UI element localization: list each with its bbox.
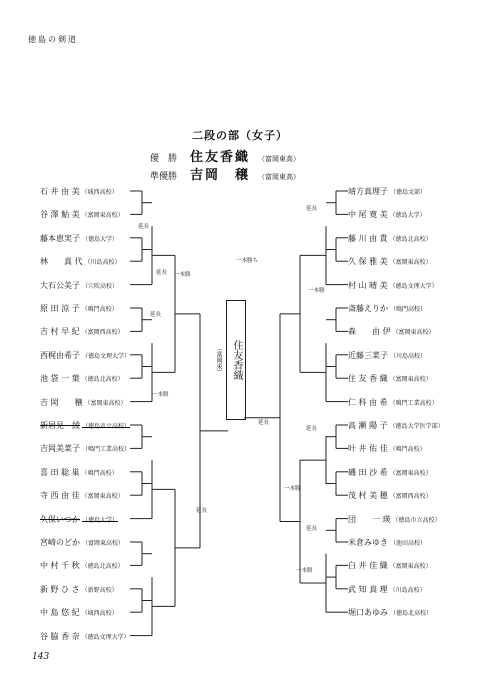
note-one-win: 一本勝 bbox=[152, 392, 169, 398]
player-school: （富岡東高校） bbox=[81, 493, 124, 501]
player-school: （富岡東高校） bbox=[389, 563, 432, 571]
player-school: （徳島大学） bbox=[82, 516, 119, 524]
player-school: （穴吹高校） bbox=[82, 282, 119, 290]
player-name: 堀口あゆみ bbox=[348, 608, 388, 618]
player-name: 茂 村 美 穂 bbox=[348, 491, 388, 501]
player-school: （徳島大学医学部） bbox=[389, 423, 444, 430]
award-school: （富岡東高） bbox=[258, 173, 301, 181]
player-school: （徳島大学） bbox=[389, 212, 426, 220]
player-name: 久保いつか bbox=[40, 514, 80, 524]
player-school: （鳴門工業高校） bbox=[82, 446, 131, 454]
player-school: （徳島文理大学） bbox=[82, 352, 131, 360]
player-name: 武 知 真 理 bbox=[348, 584, 388, 594]
note-extension: 延長 bbox=[138, 224, 150, 230]
player-school: （徳島大学） bbox=[82, 235, 119, 243]
player-name: 中 村 千 秋 bbox=[40, 561, 80, 571]
award-name: 住友香織 bbox=[190, 150, 251, 165]
player-school: （徳島北高校） bbox=[389, 235, 432, 243]
award-name: 吉岡 穣 bbox=[190, 168, 251, 183]
player-school: （徳島北高校） bbox=[81, 563, 124, 571]
note-extension: 延長 bbox=[150, 312, 162, 318]
player-school: （川島高校） bbox=[389, 586, 426, 594]
player-name: 森 由 伊 bbox=[348, 327, 391, 337]
player-school: （富岡東高校） bbox=[392, 329, 435, 337]
player-name: 靖方真理子 bbox=[348, 187, 388, 196]
player-school: （富岡東高校） bbox=[84, 399, 127, 407]
player-name: 西梶由希子 bbox=[40, 350, 80, 360]
champion-name: 住友香織 bbox=[231, 340, 242, 380]
player-name: 新 野 ひ さ bbox=[40, 584, 80, 594]
player-name: 谷 脇 香 奈 bbox=[40, 631, 80, 641]
player-name: 寺 西 由 佳 bbox=[40, 491, 80, 501]
player-school: （富岡東高校） bbox=[81, 212, 124, 220]
player-name: 林 真 代 bbox=[40, 257, 83, 267]
player-school: （鳴門高校） bbox=[389, 446, 426, 454]
player-name: 叶 井 佑 佳 bbox=[348, 444, 388, 454]
player-name: 中 島 悠 紀 bbox=[40, 608, 80, 618]
player-school: （新野高校） bbox=[81, 586, 118, 594]
note-one-win: 一本勝 bbox=[174, 272, 191, 278]
player-school: （城西高校） bbox=[81, 189, 118, 196]
player-name: 大石公美子 bbox=[40, 280, 80, 290]
player-name: 谷 澤 鮎 美 bbox=[40, 210, 80, 220]
player-school: （富岡東高校） bbox=[389, 259, 432, 267]
player-name: 高 瀬 陽 子 bbox=[348, 421, 388, 430]
player-name: 吉 岡 穣 bbox=[40, 397, 83, 407]
player-school: （川島高校） bbox=[390, 352, 427, 360]
champion-school: （富岡東） bbox=[215, 345, 222, 375]
note-one-win: 一本勝 bbox=[296, 568, 313, 574]
player-name: 宮崎のどか bbox=[40, 538, 80, 547]
note-one-win: 一本勝ち bbox=[236, 258, 259, 264]
note-extension: 延長 bbox=[196, 508, 208, 514]
award-label: 準優勝 bbox=[150, 172, 178, 182]
award-label: 優 勝 bbox=[150, 154, 178, 164]
player-name: 近藤三菜子 bbox=[348, 350, 388, 360]
player-name: 吉 村 早 紀 bbox=[40, 327, 80, 337]
player-school: （富岡東高校） bbox=[389, 376, 432, 384]
section-title: 二段の部（女子） bbox=[192, 129, 288, 142]
player-school: （徳島市立高校） bbox=[392, 516, 441, 524]
player-school: （鳴門高校） bbox=[81, 469, 118, 477]
note-extension: 延長 bbox=[306, 526, 318, 532]
player-school: （徳島文理大学） bbox=[389, 282, 438, 290]
player-school: （池田高校） bbox=[390, 540, 427, 547]
note-extension: 延長 bbox=[306, 426, 318, 432]
note-extension: 延長 bbox=[258, 420, 270, 426]
player-school: （富岡東高校） bbox=[82, 540, 125, 547]
player-name: 藤 川 由 貴 bbox=[348, 233, 388, 243]
player-name: 住 友 香 織 bbox=[348, 374, 388, 384]
note-one-win: 一本勝 bbox=[308, 288, 325, 294]
player-name: 米倉みゆき bbox=[348, 538, 388, 547]
player-name: 新居見 綾 bbox=[40, 421, 80, 430]
player-school: （川島高校） bbox=[84, 259, 121, 267]
player-school: （徳島北高校） bbox=[390, 610, 433, 618]
note-one-win: 一本勝 bbox=[284, 486, 301, 492]
player-name: 吉岡美菜子 bbox=[40, 444, 80, 454]
award-school: （富岡東高） bbox=[258, 155, 301, 163]
page-number: 143 bbox=[32, 652, 50, 662]
player-name: 原 田 涼 子 bbox=[40, 304, 80, 313]
player-name: 村 山 晴 美 bbox=[348, 280, 388, 290]
player-name: 久 保 雅 美 bbox=[348, 257, 388, 267]
player-name: 団 一 瑛 bbox=[348, 514, 391, 524]
note-extension: 延長 bbox=[306, 206, 318, 212]
player-school: （徳島文部） bbox=[390, 189, 427, 196]
champion-box bbox=[215, 300, 246, 420]
player-name: 中 尾 寛 美 bbox=[348, 210, 388, 220]
player-school: （富岡西高校） bbox=[389, 493, 432, 501]
player-name: 磯 田 沙 希 bbox=[348, 467, 388, 477]
player-name: 斎藤えりか bbox=[348, 304, 388, 313]
player-name: 藤本恵実子 bbox=[40, 233, 80, 243]
player-school: （徳島市立高校） bbox=[82, 423, 131, 430]
player-name: 池 袋 一 葉 bbox=[40, 374, 80, 384]
player-name: 石 井 由 美 bbox=[40, 187, 80, 196]
note-extension: 延長 bbox=[156, 270, 168, 276]
player-school: （富岡西高校） bbox=[81, 329, 124, 337]
player-school: （城西高校） bbox=[81, 610, 118, 618]
player-school: （鳴門工業高校） bbox=[389, 399, 438, 407]
player-name: 喜 田 聡 巣 bbox=[40, 467, 80, 477]
player-school: （徳島北高校） bbox=[81, 376, 124, 384]
player-school: （鳴門高校） bbox=[81, 306, 118, 313]
player-school: （鳴門高校） bbox=[390, 306, 427, 313]
player-name: 仁 科 由 希 bbox=[348, 397, 388, 407]
player-school: （富岡東高校） bbox=[389, 469, 432, 477]
running-header: 徳島の剣道 bbox=[28, 35, 78, 44]
player-name: 白 井 佳 織 bbox=[348, 561, 388, 571]
player-school: （徳島文理大学） bbox=[81, 633, 130, 641]
